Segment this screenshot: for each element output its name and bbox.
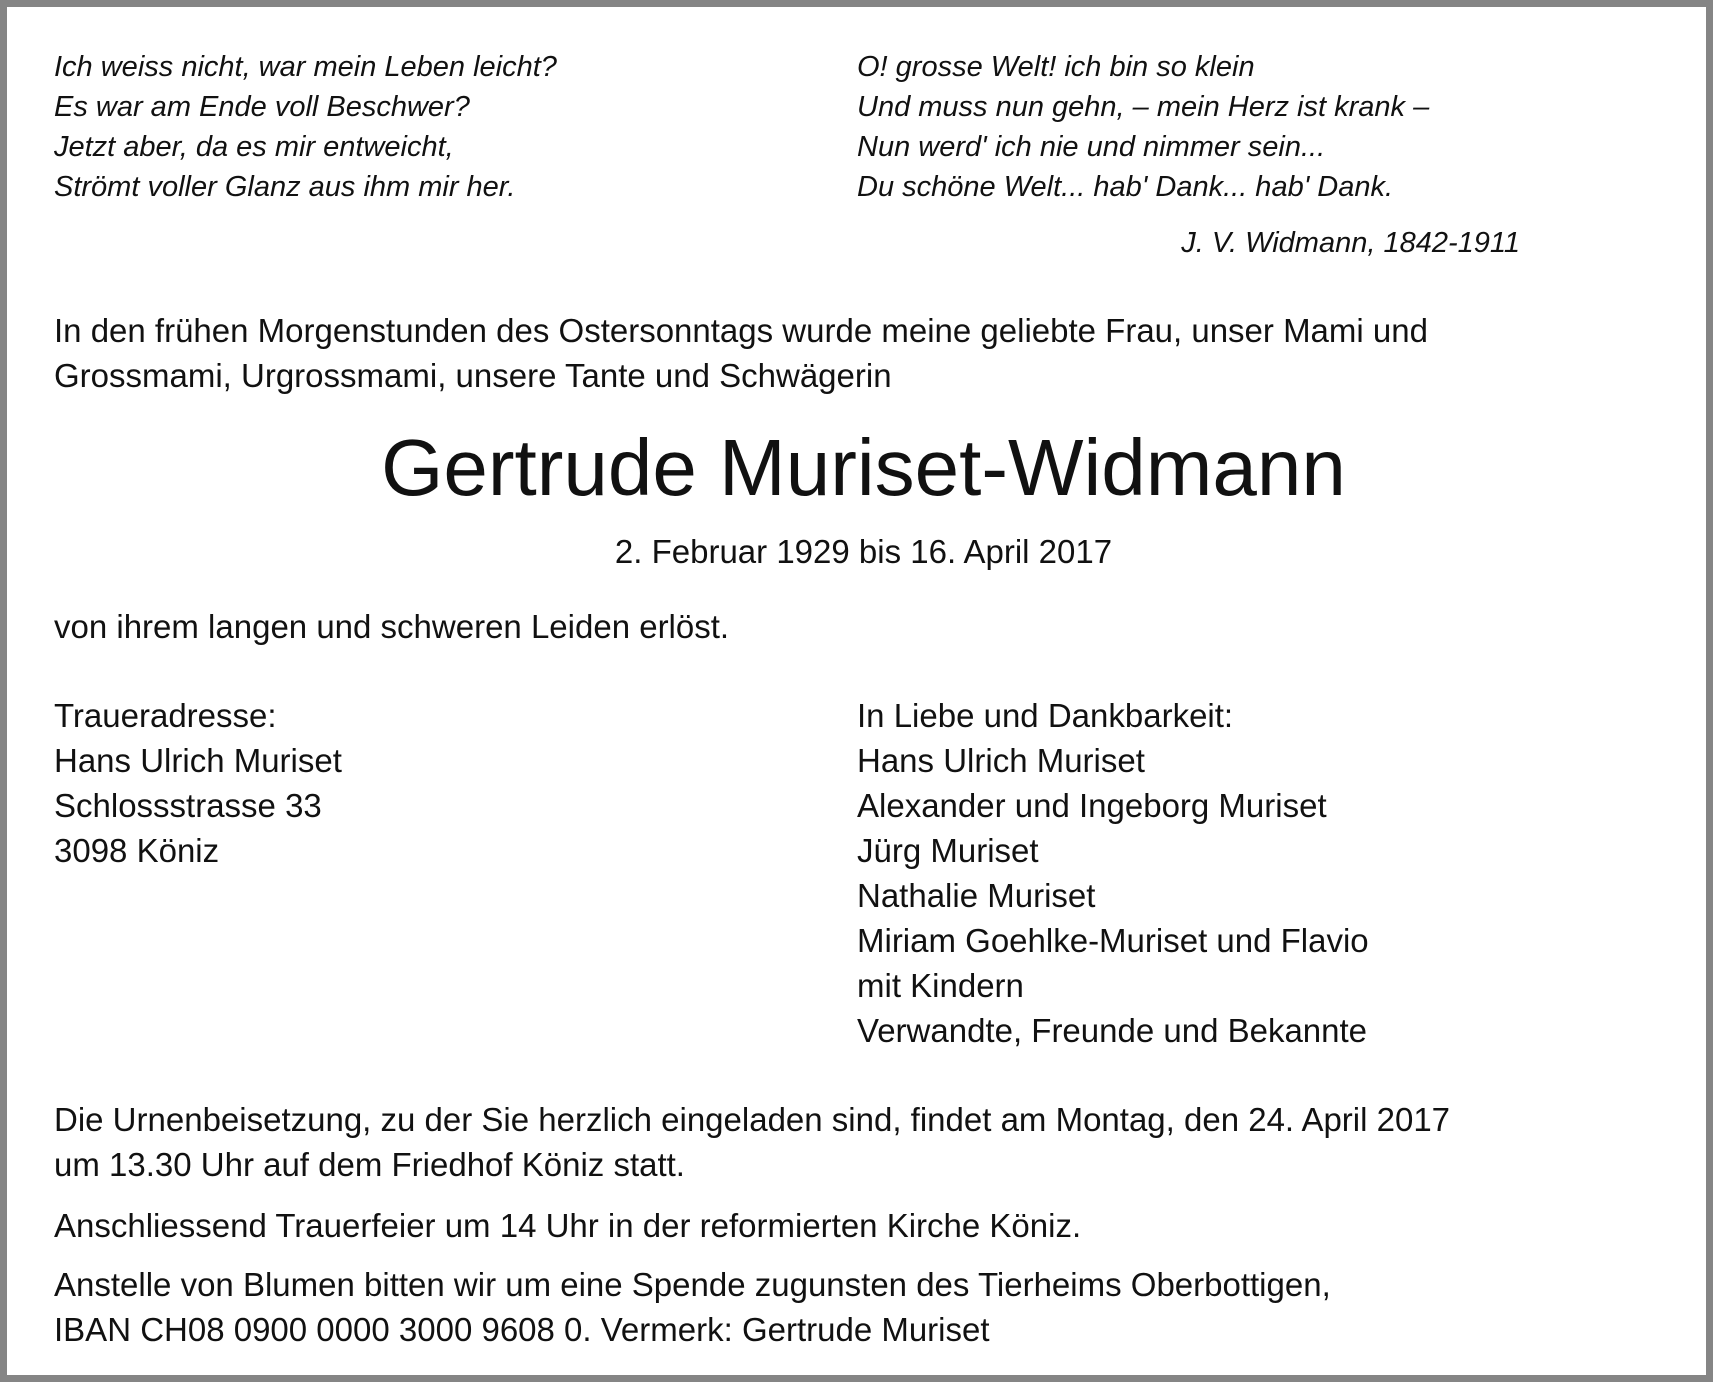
family-member: Nathalie Muriset bbox=[857, 877, 1096, 914]
address-line: Schlossstrasse 33 bbox=[54, 787, 322, 824]
family-list bbox=[857, 693, 1369, 1053]
ceremony-paragraph bbox=[54, 1097, 1450, 1187]
donation-paragraph bbox=[54, 1262, 1331, 1352]
address-heading: Traueradresse: bbox=[54, 697, 277, 734]
donation-line: Anstelle von Blumen bitten wir um eine Spende zugunsten des Tierheims Oberbottigen, bbox=[54, 1266, 1331, 1303]
mourning-address bbox=[54, 693, 342, 873]
life-dates: 2. Februar 1929 bis 16. April 2017 bbox=[614, 533, 1113, 570]
service-paragraph: Anschliessend Trauerfeier um 14 Uhr in der reformierten Kirche Köniz. bbox=[54, 1207, 1082, 1244]
intro-line: Grossmami, Urgrossmami, unsere Tante und Schwägerin bbox=[54, 357, 892, 394]
intro-paragraph bbox=[54, 308, 1428, 398]
family-member: Hans Ulrich Muriset bbox=[857, 742, 1145, 779]
ceremony-line: um 13.30 Uhr auf dem Friedhof Köniz statt. bbox=[54, 1146, 685, 1183]
donation-line: IBAN CH08 0900 0000 3000 9608 0. Vermerk: Gertrude Muriset bbox=[54, 1311, 990, 1348]
poem-right-stanza bbox=[857, 47, 1429, 207]
deceased-name: Gertrude Muriset-Widmann bbox=[381, 423, 1346, 512]
intro-line: In den frühen Morgenstunden des Ostersonntags wurde meine geliebte Frau, unser Mami und bbox=[54, 312, 1428, 349]
family-member: Alexander und Ingeborg Muriset bbox=[857, 787, 1327, 824]
poem-attribution: J. V. Widmann, 1842-1911 bbox=[1181, 227, 1520, 259]
poem-left-stanza bbox=[54, 47, 557, 207]
poem-line: Strömt voller Glanz aus ihm mir her. bbox=[54, 171, 516, 203]
family-heading: In Liebe und Dankbarkeit: bbox=[857, 697, 1234, 734]
released-text: von ihrem langen und schweren Leiden erlöst. bbox=[54, 608, 730, 645]
address-line: Hans Ulrich Muriset bbox=[54, 742, 342, 779]
poem-line: Und muss nun gehn, – mein Herz ist krank – bbox=[857, 91, 1430, 123]
family-member: Miriam Goehlke-Muriset und Flavio bbox=[857, 922, 1369, 959]
poem-line: Ich weiss nicht, war mein Leben leicht? bbox=[54, 51, 557, 83]
family-member: Jürg Muriset bbox=[857, 832, 1039, 869]
poem-line: Es war am Ende voll Beschwer? bbox=[54, 91, 470, 123]
ceremony-line: Die Urnenbeisetzung, zu der Sie herzlich eingeladen sind, findet am Montag, den 24. April 2017 bbox=[54, 1101, 1451, 1138]
poem-line: Nun werd' ich nie und nimmer sein... bbox=[857, 131, 1326, 163]
address-line: 3098 Köniz bbox=[54, 832, 220, 869]
poem-line: O! grosse Welt! ich bin so klein bbox=[857, 51, 1255, 83]
poem-line: Jetzt aber, da es mir entweicht, bbox=[54, 131, 454, 163]
poem-line: Du schöne Welt... hab' Dank... hab' Dank. bbox=[857, 171, 1394, 203]
family-member: mit Kindern bbox=[857, 967, 1024, 1004]
family-member: Verwandte, Freunde und Bekannte bbox=[857, 1012, 1368, 1049]
